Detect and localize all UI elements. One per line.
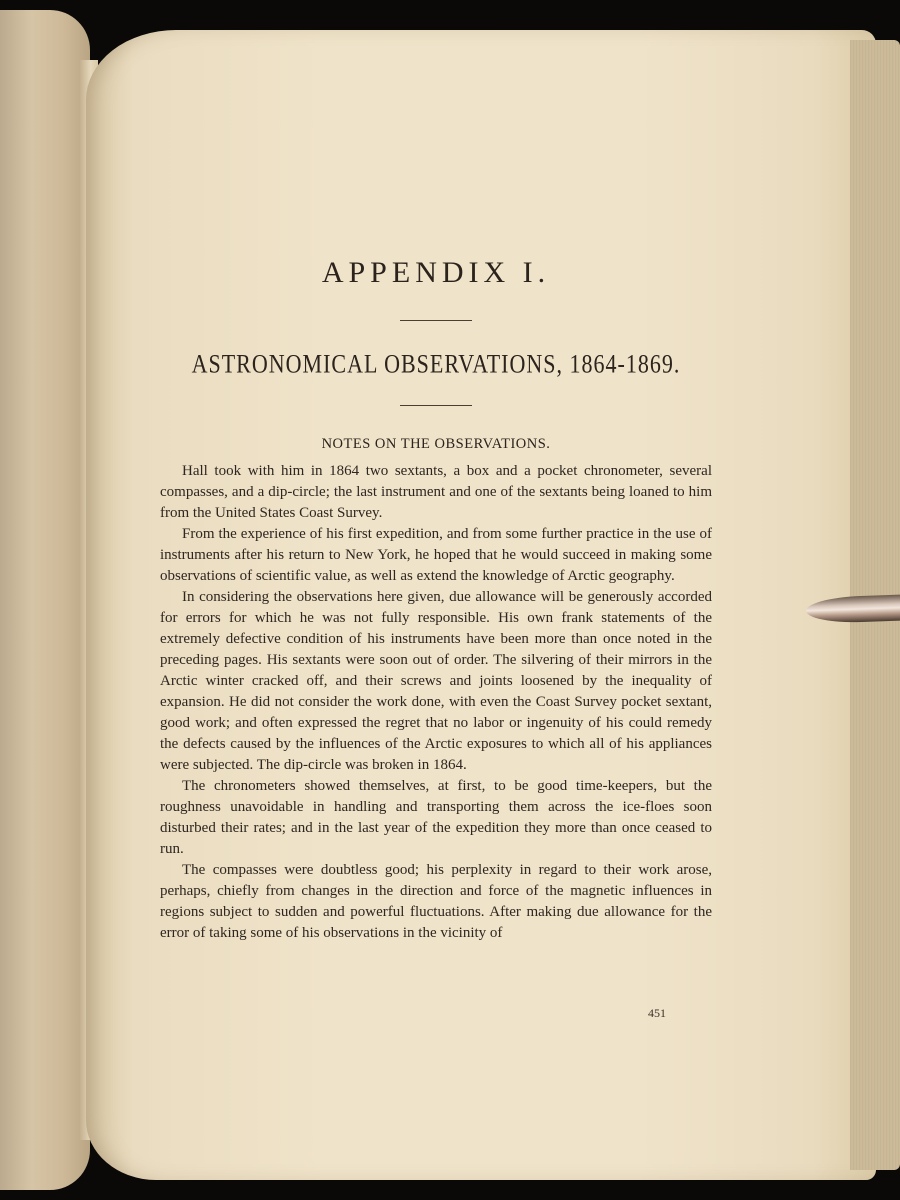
page-number: 451	[648, 1006, 666, 1020]
body-text	[160, 461, 712, 944]
paragraph: The compasses were doubtless good; his perplexity in regard to their work arose, perhaps, chiefly from changes in the direction and force of the magnetic influences in regions subject to sudden and powerful fluctuations. After making due allowance for the error of taking some of his observations in the vicinity of	[160, 862, 712, 941]
left-page-edge	[0, 10, 90, 1190]
paragraph: In considering the observations here given, due allowance will be generously accorded for errors for which he was not fully responsible. His own frank statements of the extremely defective condition of his instruments have been more than once noted in the preceding pages. His sextants were soon out of order. The silvering of their mirrors in the Arctic winter cracked off, and their screws and joints loosened by the inequality of expansion. He did not consider the work done, with even the Coast Survey pocket sextant, good work; and often expressed the regret that no labor or ingenuity of his could remedy the defects caused by the influences of the Arctic exposures to which all of his appliances were subjected. The dip-circle was broken in 1864.	[160, 589, 712, 773]
chapter-title: ASTRONOMICAL OBSERVATIONS, 1864-1869.	[191, 348, 681, 379]
page-text-block	[160, 240, 712, 1040]
paragraph: From the experience of his first expedition, and from some further practice in the use of instruments after his return to New York, he hoped that he would succeed in making some observations of scientific value, as well as extend the knowledge of Arctic geography.	[160, 526, 712, 584]
heading-rule	[400, 320, 472, 321]
title-rule	[400, 405, 472, 406]
paragraph: The chronometers showed themselves, at first, to be good time-keepers, but the roughness unavoidable in handling and transporting them across the ice-floes soon disturbed their rates; and in the last year of the expedition they more than once ceased to run.	[160, 778, 712, 857]
paragraph: Hall took with him in 1864 two sextants, a box and a pocket chronometer, several compasses, and a dip-circle; the last instrument and one of the sextants being loaned to him from the United States Coast Survey.	[160, 463, 712, 521]
appendix-heading: APPENDIX I.	[321, 256, 551, 289]
section-title: NOTES ON THE OBSERVATIONS.	[321, 436, 551, 452]
